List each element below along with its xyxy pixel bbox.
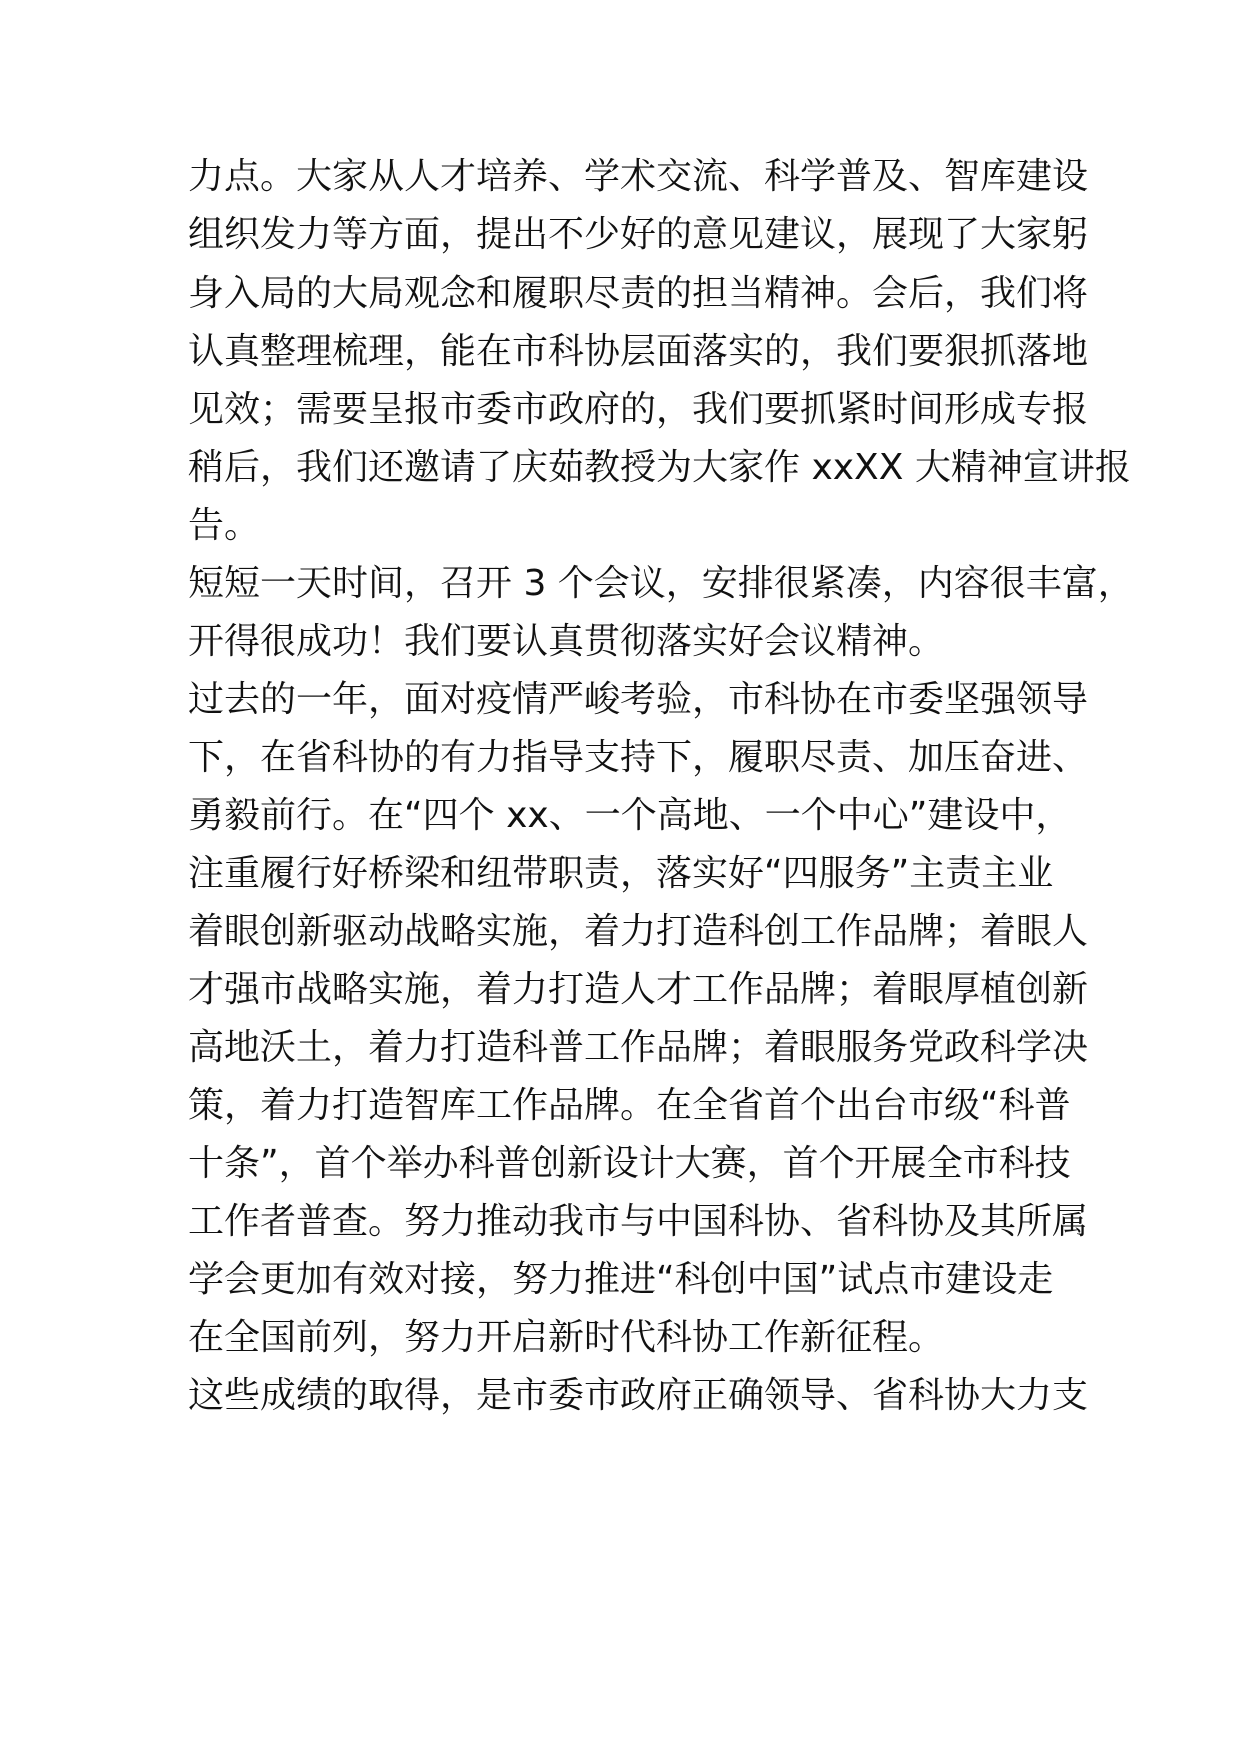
text-line: 开得很成功！我们要认真贯彻落实好会议精神。 xyxy=(188,621,945,662)
text-line: 注重履行好桥梁和纽带职责，落实好“四服务”主责主业 xyxy=(188,853,1054,894)
text-line: 告。 xyxy=(188,505,261,546)
text-line: 过去的一年，面对疫情严峻考验，市科协在市委坚强领导 xyxy=(188,679,1089,720)
text-line: 认真整理梳理，能在市科协层面落实的，我们要狠抓落地 xyxy=(188,331,1089,372)
text-line: 这些成绩的取得，是市委市政府正确领导、省科协大力支 xyxy=(188,1375,1089,1416)
text-line: 才强市战略实施，着力打造人才工作品牌；着眼厚植创新 xyxy=(188,969,1089,1010)
text-line: 身入局的大局观念和履职尽责的担当精神。会后，我们将 xyxy=(188,273,1089,314)
text-line: 勇毅前行。在“四个 xx、一个高地、一个中心”建设中， xyxy=(188,795,1072,836)
text-line: 见效；需要呈报市委市政府的，我们要抓紧时间形成专报 xyxy=(188,389,1089,430)
text-line: 高地沃土，着力打造科普工作品牌；着眼服务党政科学决 xyxy=(188,1027,1089,1068)
text-line: 着眼创新驱动战略实施，着力打造科创工作品牌；着眼人 xyxy=(188,911,1089,952)
text-line: 十条”，首个举办科普创新设计大赛，首个开展全市科技 xyxy=(188,1143,1071,1184)
text-line: 组织发力等方面，提出不少好的意见建议，展现了大家躬 xyxy=(188,214,1089,255)
text-line: 工作者普查。努力推动我市与中国科协、省科协及其所属 xyxy=(188,1201,1089,1242)
text-line: 力点。大家从人才培养、学术交流、科学普及、智库建设 xyxy=(188,156,1089,197)
text-line: 在全国前列，努力开启新时代科协工作新征程。 xyxy=(188,1317,945,1358)
text-line: 策，着力打造智库工作品牌。在全省首个出台市级“科普 xyxy=(188,1085,1071,1126)
text-line: 下，在省科协的有力指导支持下，履职尽责、加压奋进、 xyxy=(188,737,1089,778)
text-line: 稍后，我们还邀请了庆茹教授为大家作 xxXX 大精神宣讲报 xyxy=(188,447,1131,488)
text-line: 学会更加有效对接，努力推进“科创中国”试点市建设走 xyxy=(188,1259,1054,1300)
text-line: 短短一天时间，召开 3 个会议，安排很紧凑，内容很丰富， xyxy=(188,563,1134,604)
